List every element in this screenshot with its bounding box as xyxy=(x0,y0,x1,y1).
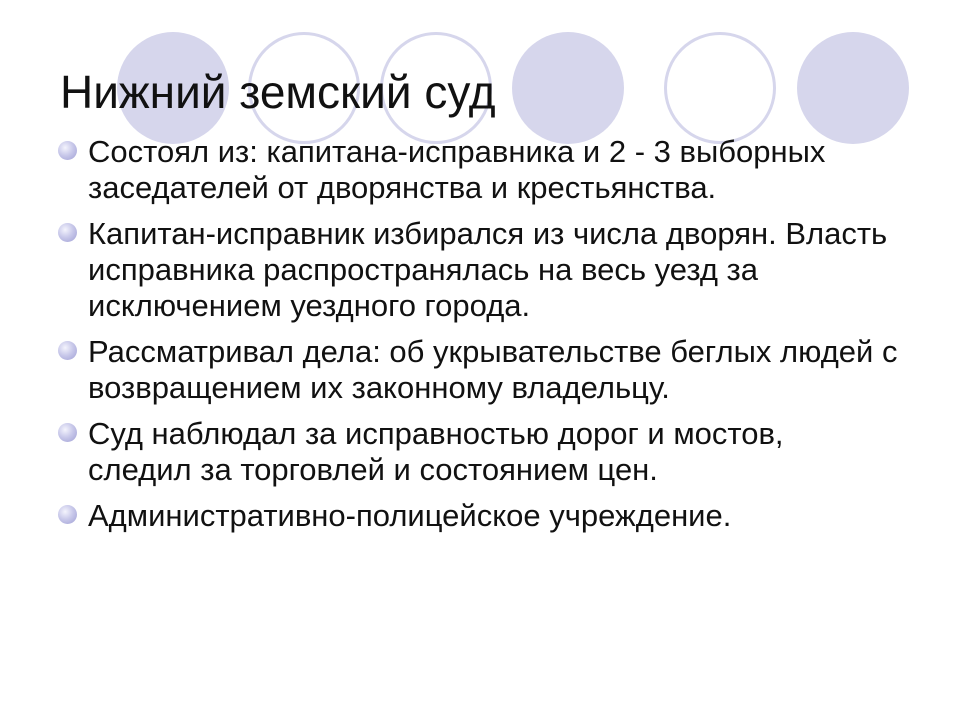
decorative-circle-4 xyxy=(512,32,624,144)
bullet-text: Капитан-исправник избирался из числа дворян. Власть исправника распространялась на весь уезд за исключением уездного города. xyxy=(88,216,888,323)
bullet-list xyxy=(58,134,918,544)
bullet-item xyxy=(58,334,918,406)
decorative-circle-5 xyxy=(664,32,776,144)
decorative-circle-6 xyxy=(797,32,909,144)
bullet-text: Суд наблюдал за исправностью дорог и мостов, следил за торговлей и состоянием цен. xyxy=(88,416,784,487)
bullet-item xyxy=(58,498,918,534)
bullet-icon xyxy=(58,423,77,442)
bullet-icon xyxy=(58,505,77,524)
bullet-item xyxy=(58,216,918,324)
bullet-item xyxy=(58,416,868,488)
bullet-text: Рассматривал дела: об укрывательстве беглых людей с возвращением их законному владельцу. xyxy=(88,334,898,405)
slide-title: Нижний земский суд xyxy=(60,66,496,118)
bullet-icon xyxy=(58,223,77,242)
bullet-item xyxy=(58,134,828,206)
bullet-icon xyxy=(58,141,77,160)
bullet-text: Административно-полицейское учреждение. xyxy=(88,498,732,533)
bullet-icon xyxy=(58,341,77,360)
bullet-text: Состоял из: капитана-исправника и 2 - 3 выборных заседателей от дворянства и крестьянства. xyxy=(88,134,826,205)
